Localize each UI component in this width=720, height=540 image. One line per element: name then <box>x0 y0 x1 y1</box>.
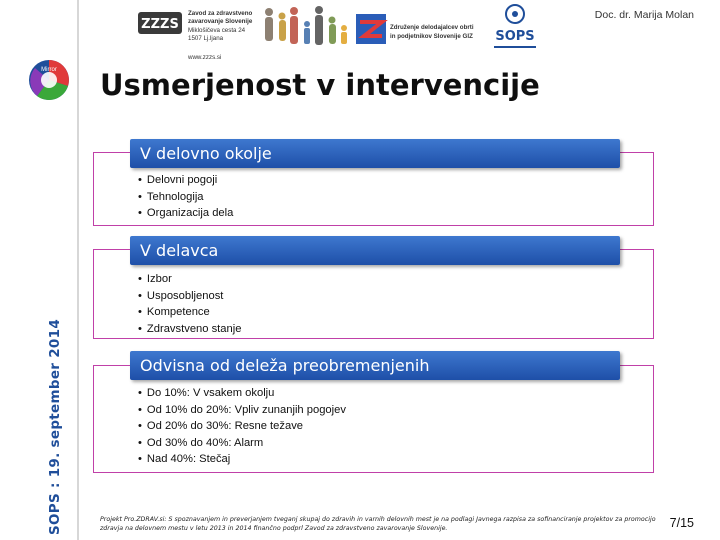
zzzs-line-4: 1507 Lj.ljana <box>188 35 224 42</box>
list-item: • Od 20% do 30%: Resne težave <box>138 418 346 435</box>
list-item: • Zdravstveno stanje <box>138 321 241 338</box>
list-item: • Kompetence <box>138 304 241 321</box>
page-number: 7/15 <box>669 516 694 530</box>
zzzs-line-2: zavarovanje Slovenije <box>188 18 253 25</box>
left-rail-divider <box>77 0 79 540</box>
mirror-logo-icon <box>27 58 71 102</box>
slide-title: Usmerjenost v intervencije <box>100 68 540 102</box>
list-item: • Od 10% do 20%: Vpliv zunanjih pogojev <box>138 402 346 419</box>
giz-logo-icon <box>356 14 386 44</box>
header-logos <box>134 2 554 68</box>
section-heading-1: V delovno okolje <box>130 139 620 168</box>
list-item: • Organizacija dela <box>138 205 233 222</box>
section-list-1 <box>138 172 233 222</box>
sops-mark: SOPS <box>495 29 535 44</box>
list-item: • Nad 40%: Stečaj <box>138 451 346 468</box>
section-heading-2: V delavca <box>130 236 620 265</box>
list-item: • Delovni pogoji <box>138 172 233 189</box>
footer-funding-note: Projekt Pro.ZDRAV.si: S spoznavanjem in preverjanjem tveganj skupaj do zdravih in varnih delovnih mest je na podlagi Javnega razpisa za sofinanciranje projektov za promocijo zdravja na delovnem mestu v letu 2013 in 2014 finančno podprl Zavod za zdravstveno zavarovanje Slovenije. <box>100 516 656 532</box>
zzzs-line-5: www.zzzs.si <box>188 54 222 61</box>
section-list-3 <box>138 385 346 468</box>
mirror-mark: Mirror <box>41 67 57 73</box>
side-label: SOPS : 19. september 2014 <box>47 318 63 535</box>
list-item: • Do 10%: V vsakem okolju <box>138 385 346 402</box>
list-item: • Tehnologija <box>138 189 233 206</box>
people-silhouettes-icon <box>265 6 347 45</box>
giz-line-2: in podjetnikov Slovenije GIZ <box>390 33 473 40</box>
section-heading-3: Odvisna od deleža preobremenjenih <box>130 351 620 380</box>
giz-line-1: Združenje delodajalcev obrti <box>390 24 474 31</box>
zzzs-logo-icon <box>138 12 182 34</box>
presenter-name: Doc. dr. Marija Molan <box>594 9 694 21</box>
zzzs-mark: ZZZS <box>141 17 179 32</box>
section-list-2 <box>138 271 241 337</box>
zzzs-line-1: Zavod za zdravstveno <box>188 10 253 17</box>
list-item: • Izbor <box>138 271 241 288</box>
list-item: • Od 30% do 40%: Alarm <box>138 435 346 452</box>
zzzs-line-3: Miklošičeva cesta 24 <box>188 27 246 34</box>
list-item: • Usposobljenost <box>138 288 241 305</box>
sops-logo-icon <box>494 5 536 48</box>
